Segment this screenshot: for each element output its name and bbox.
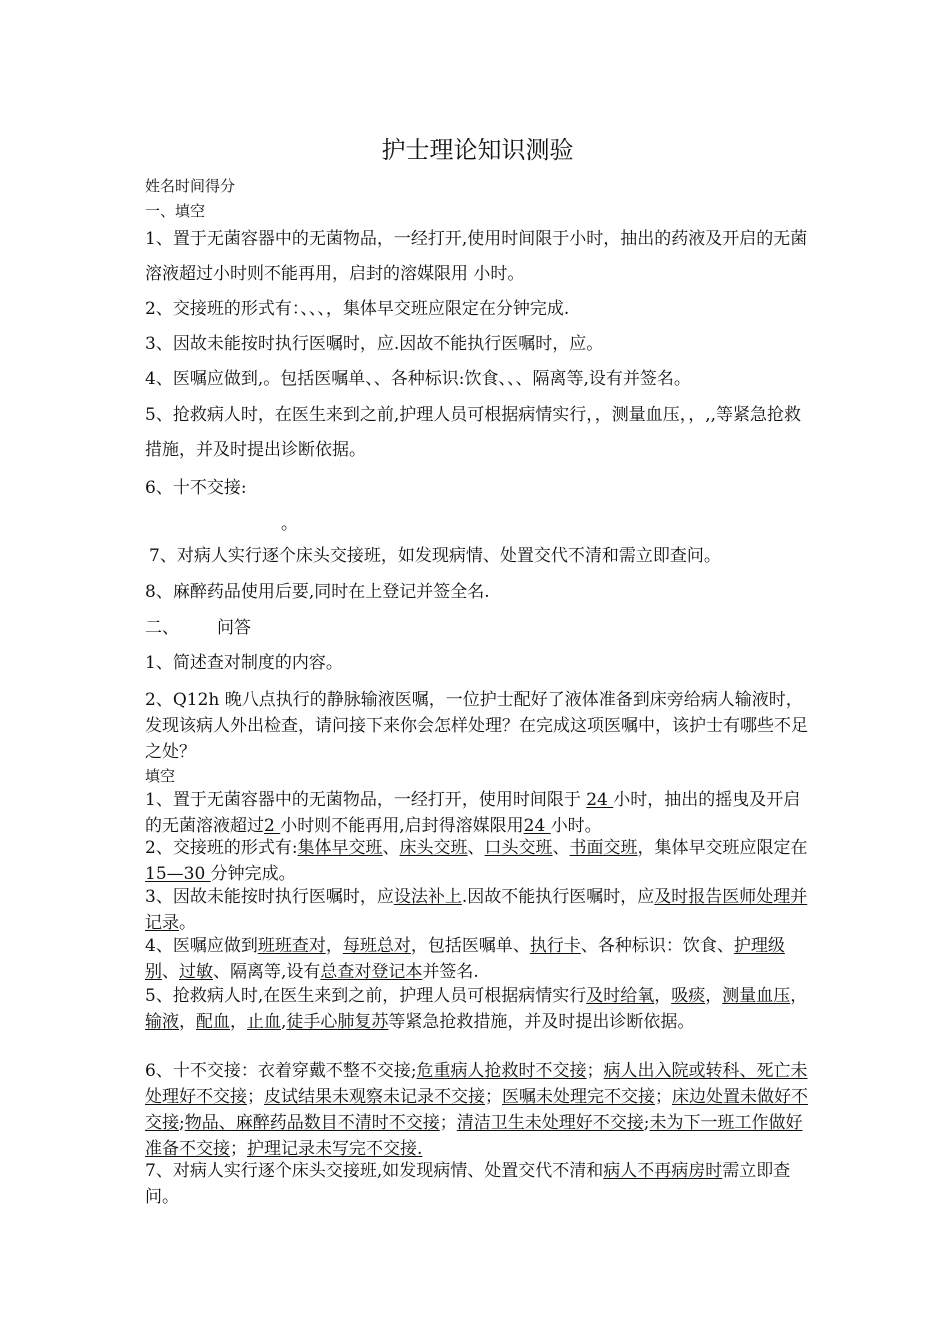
question-4: 4、医嘱应做到,。包括医嘱单、、各种标识:饮食、、、隔离等,设有并签名。	[145, 369, 691, 389]
answer-6-item-9: 护理记录未写完不交接.	[247, 1139, 423, 1159]
answer-fill-blank-heading: 填空	[145, 767, 176, 785]
answer-6-item-1: 危重病人抢救时不交接	[416, 1061, 587, 1081]
answer-5-blank-3: 测量血压	[722, 986, 791, 1006]
answer-4-blank-3: 执行卡	[529, 936, 581, 956]
answer-1-blank-1: 24	[586, 790, 614, 810]
answer-4-blank-6: 总查对登记本	[320, 962, 423, 982]
question-3: 3、因故未能按时执行医嘱时，应.因故不能执行医嘱时，应。	[145, 334, 604, 354]
question-5: 5、抢救病人时，在医生来到之前,护理人员可根据病情实行，，测量血压，，,,等紧急抢救措施，并及时提出诊断依据。	[145, 405, 802, 460]
answer-5-blank-4: 输液	[145, 1012, 179, 1032]
answer-6-item-8: 未为下一班工作做好准备不交接	[145, 1113, 803, 1159]
question-2: 2、交接班的形式有：、、、，集体早交班应限定在分钟完成.	[145, 299, 570, 319]
answer-4-blank-5: 过敏	[179, 962, 213, 982]
answer-4-blank-2: 每班总对	[342, 936, 411, 956]
question-6: 6、十不交接:	[145, 478, 247, 498]
answer-6-item-5: 床边处置未做好不交接	[145, 1087, 808, 1133]
section-qa-label: 问答	[217, 618, 251, 638]
answer-5: 5、抢救病人时,在医生来到之前，护理人员可根据病情实行及时给氧，吸痰，测量血压，输液，配血，止血,徒手心肺复苏等紧急抢救措施，并及时提出诊断依据。	[145, 986, 808, 1032]
answer-5-blank-2: 吸痰	[671, 986, 706, 1006]
answer-6-item-2: 病人出入院或转科、死亡未处理好不交接	[145, 1061, 808, 1107]
answer-2-blank-5: 15—30	[145, 864, 211, 884]
qa-question-1: 1、简述查对制度的内容。	[145, 653, 343, 673]
answer-7: 7、对病人实行逐个床头交接班,如发现病情、处置交代不清和病人不再病房时需立即查问。	[145, 1161, 791, 1207]
answer-6-item-7: 清洁卫生未处理好不交接	[456, 1113, 644, 1133]
answer-1-blank-2: 2	[264, 816, 281, 836]
answer-4: 4、医嘱应做到班班查对，每班总对，包括医嘱单、执行卡、各种标识：饮食、护理级别、过敏、隔离等,设有总查对登记本并签名.	[145, 936, 785, 982]
answer-5-blank-6: 止血	[247, 1012, 281, 1032]
answer-4-blank-1: 班班查对	[257, 936, 326, 956]
answer-2-blank-4: 书面交班	[569, 838, 638, 858]
answer-3-blank-1: 设法补上	[393, 887, 462, 907]
answer-4-blank-4: 护理级别	[145, 936, 785, 982]
question-8: 8、麻醉药品使用后要,同时在上登记并签全名.	[145, 582, 490, 602]
answer-1-blank-3: 24	[523, 816, 551, 836]
answer-2-blank-3: 口头交班	[484, 838, 553, 858]
answer-7-blank-1: 病人不再病房时	[603, 1161, 723, 1181]
answer-3-blank-2: 及时报告医师处理并记录	[145, 887, 808, 933]
answer-2-blank-2: 床头交班	[399, 838, 468, 858]
qa-question-2: 2、Q12h 晚八点执行的静脉输液医嘱，一位护士配好了液体准备到床旁给病人输液时，发现该病人外出检查，请问接下来你会怎样处理？在完成这项医嘱中，该护士有哪些不足之处？	[145, 690, 808, 762]
name-time-score-line: 姓名时间得分	[145, 177, 236, 195]
answer-2: 2、交接班的形式有:集体早交班、床头交班、口头交班、书面交班，集体早交班应限定在15—30 分钟完成。	[145, 838, 808, 884]
answer-6: 6、十不交接：衣着穿戴不整不交接;危重病人抢救时不交接；病人出入院或转科、死亡未处理好不交接；皮试结果未观察未记录不交接；医嘱未处理完不交接；床边处置未做好不交接;物品、麻醉药品数目不清时不交接；清洁卫生未处理好不交接;未为下一班工作做好准备不交接；护理记录未写完不交接.	[145, 1061, 808, 1159]
question-7: 7、对病人实行逐个床头交接班，如发现病情、处置交代不清和需立即查问。	[149, 546, 721, 566]
answer-5-blank-7: 徒手心肺复苏	[286, 1012, 389, 1032]
answer-5-blank-5: 配血	[196, 1012, 230, 1032]
section-qa-heading	[145, 611, 810, 646]
question-6-end-mark: 。	[281, 514, 298, 534]
answer-6-item-3: 皮试结果未观察未记录不交接	[264, 1087, 485, 1107]
answer-5-blank-1: 及时给氧	[586, 986, 655, 1006]
question-1: 1、置于无菌容器中的无菌物品，一经打开,使用时间限于小时，抽出的药液及开启的无菌溶液超过小时则不能再用，启封的溶媒限用 小时。	[145, 229, 808, 284]
answer-6-item-6: 物品、麻醉药品数目不清时不交接	[184, 1113, 440, 1133]
section-fill-blank-heading: 一、填空	[145, 202, 206, 220]
answer-6-item-4: 医嘱未处理完不交接	[502, 1087, 655, 1107]
answer-3: 3、因故未能按时执行医嘱时，应设法补上.因故不能执行医嘱时，应及时报告医师处理并记录。	[145, 887, 808, 933]
answer-2-blank-1: 集体早交班	[297, 838, 383, 858]
section-qa-number: 二、	[145, 618, 179, 638]
answer-1: 1、置于无菌容器中的无菌物品，一经打开，使用时间限于 24 小时，抽出的摇曳及开启的无菌溶液超过2 小时则不能再用,启封得溶媒限用24 小时。	[145, 790, 801, 836]
document-title: 护士理论知识测验	[381, 136, 574, 164]
